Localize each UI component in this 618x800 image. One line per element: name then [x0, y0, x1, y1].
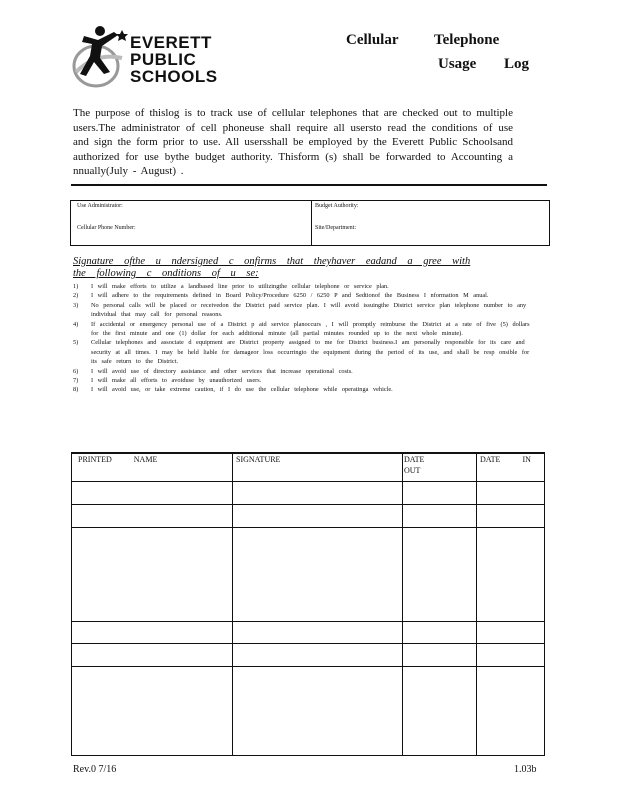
- table-row-line: [72, 666, 544, 667]
- condition-number: 7): [73, 377, 79, 385]
- signature-heading-line-2: the following c onditions of u se:: [73, 268, 259, 279]
- title-word-telephone: Telephone: [434, 32, 500, 48]
- condition-text: I will make all efforts to avoiduse by unauthorized users.: [91, 377, 262, 385]
- condition-number: 4): [73, 320, 79, 328]
- user-admin-field[interactable]: Use Administrator:: [77, 203, 123, 209]
- condition-item: [73, 376, 533, 385]
- condition-text: No personal calls will be placed or receivedon the District paid service plan. I will avoid issuingthe District service plan telephone number to any individual that may call for personal reasons.: [91, 301, 527, 319]
- info-box-divider: [311, 201, 312, 245]
- revision-label: Rev.0 7/16: [73, 764, 117, 775]
- table-column-divider: [232, 453, 233, 755]
- budget-authority-field[interactable]: Budget Authority:: [315, 203, 359, 209]
- title-word-cellular: Cellular: [346, 32, 399, 48]
- conditions-list: [73, 282, 533, 395]
- logo-line-2: PUBLIC: [130, 50, 197, 69]
- info-box: [70, 200, 550, 246]
- table-column-divider: [402, 453, 403, 755]
- condition-number: 6): [73, 367, 79, 375]
- date-out-line-1: DATE: [404, 455, 425, 464]
- column-header-date-in: DATE IN: [480, 455, 531, 464]
- table-row-line: [72, 621, 544, 622]
- condition-text: I will adhere to the requirements defined in Board Policy/Procedure 6250 / 6250 P and Sedtionof the Business I nformation M anual.: [91, 292, 489, 300]
- logo-wordmark: [130, 34, 218, 85]
- condition-text: I will avoid use, or take extreme caution, if I do use the cellular telephone while operatinga vehicle.: [91, 386, 393, 394]
- form-code: 1.03b: [514, 764, 537, 775]
- condition-item: [73, 282, 533, 291]
- table-top-border: [72, 452, 544, 454]
- date-out-line-2: OUT: [404, 466, 421, 475]
- title-word-log: Log: [504, 56, 530, 72]
- condition-number: 8): [73, 386, 79, 394]
- condition-number: 2): [73, 292, 79, 300]
- runner-logo-icon: [70, 22, 132, 94]
- table-row-line: [72, 481, 544, 482]
- signature-heading-line-1: Signature ofthe u ndersigned c onfirms that theyhaver eadand a gree with: [73, 256, 471, 267]
- signature-table: [71, 452, 545, 756]
- logo-line-1: EVERETT: [130, 33, 212, 52]
- title-word-usage: Usage: [438, 56, 477, 72]
- site-department-field[interactable]: Site/Department:: [315, 225, 356, 231]
- table-row-line: [72, 643, 544, 644]
- condition-number: 1): [73, 283, 79, 290]
- condition-item: [73, 385, 533, 394]
- column-header-date-out: [404, 455, 424, 475]
- condition-item: [73, 338, 533, 366]
- condition-number: 5): [73, 339, 79, 347]
- condition-text: I will avoid use of directory assistance and other services that increase operational costs.: [91, 367, 353, 375]
- column-header-signature: SIGNATURE: [236, 455, 281, 464]
- condition-text: If accidental or emergency personal use of a District p aid service planoccurs , I will promptly reimburse the District at a rate of five (5) dollars for the first minute and one (1) dollar for each additional minute (all partial minutes rounded up to the next whole minute).: [91, 320, 530, 338]
- everett-public-schools-logo: [70, 22, 230, 94]
- condition-text: I will make efforts to utilize a landbased line prior to utilizingthe cellular telephone or service plan.: [91, 283, 389, 290]
- table-row-line: [72, 504, 544, 505]
- cell-phone-number-field[interactable]: Cellular Phone Number:: [77, 225, 136, 231]
- column-header-printed-name: PRINTED NAME: [78, 455, 158, 464]
- condition-item: [73, 291, 533, 300]
- purpose-paragraph: The purpose of thislog is to track use of cellular telephones that are checked out to multiple users.The administrator of cell phoneuse shall require all usersto read the conditions of use and sign the form prior to use. All usersshall be employed by the Everett Public Schoolsand authorized for use bythe budget authority. Thisform (s) shall be forwarded to Accounting a nnually(July - August) .: [73, 107, 513, 177]
- table-column-divider: [476, 453, 477, 755]
- condition-text: Cellular telephones and associate d equipment are District property assigned to me for District business.I am personally responsible for its care and security at all times. I may be held liable for damageor loss occurringto the equipment during the period of its use, and shall be resp onsible for its safe return to the District.: [91, 339, 530, 366]
- table-row-line: [72, 527, 544, 528]
- logo-line-3: SCHOOLS: [130, 67, 218, 86]
- condition-number: 3): [73, 301, 79, 309]
- condition-item: [73, 367, 533, 376]
- section-divider: [71, 184, 547, 186]
- condition-item: [73, 301, 533, 320]
- condition-item: [73, 320, 533, 339]
